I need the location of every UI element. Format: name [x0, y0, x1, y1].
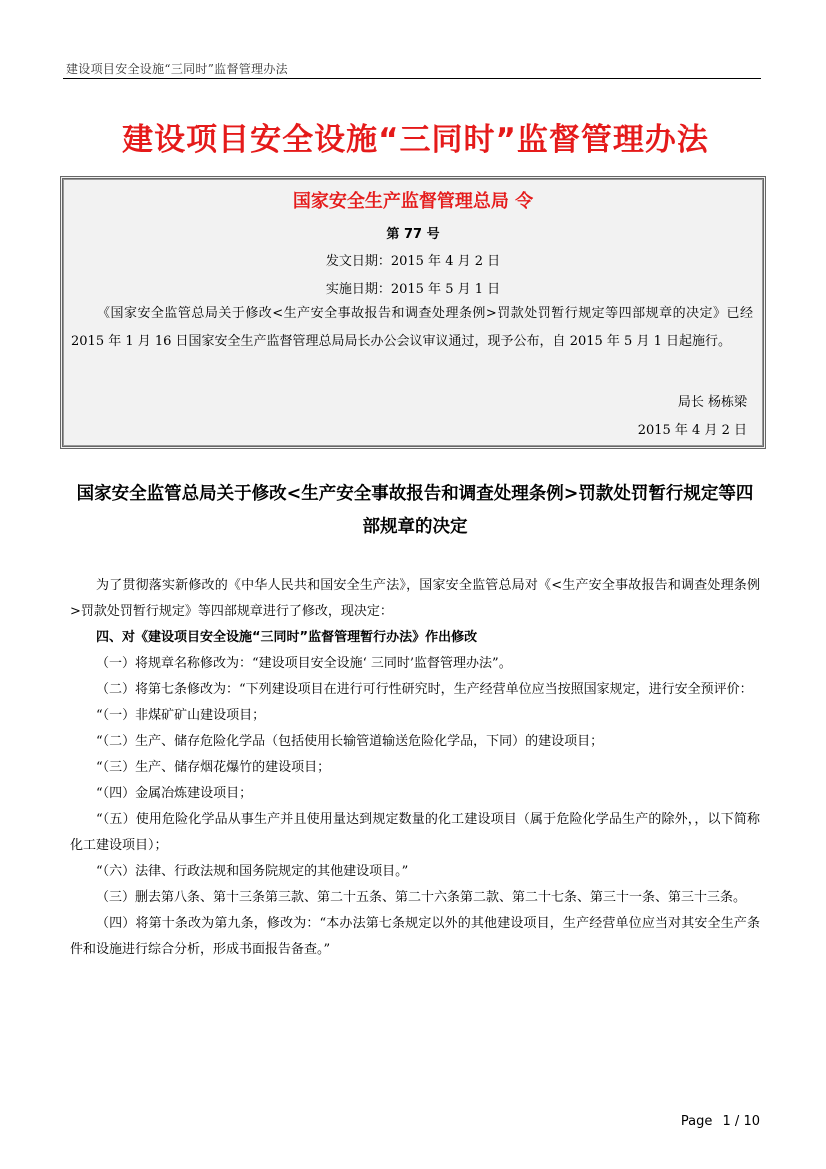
paragraph: （三）删去第八条、第十三条第三款、第二十五条、第二十六条第二款、第二十七条、第三十一条、第三十三条。 — [96, 890, 747, 905]
page-label: Page — [680, 1114, 713, 1129]
paragraph: （一）将规章名称修改为：“建设项目安全设施‘ 三同时’监督管理办法”。 — [96, 656, 512, 671]
decree-signatory: 局长 杨栋梁 — [677, 395, 747, 410]
decision-title: 国家安全监管总局关于修改<生产安全事故报告和调查处理条例>罚款处罚暂行规定等四部规章的决定 — [76, 484, 754, 537]
decree-box — [60, 176, 766, 449]
decree-number: 第 77 号 — [386, 227, 440, 242]
paragraph: （四）将第十条改为第九条，修改为：“本办法第七条规定以外的其他建设项目，生产经营单位应当对其安全生产条件和设施进行综合分析，形成书面报告备查。” — [70, 916, 760, 957]
document-title: 建设项目安全设施“三同时”监督管理办法 — [122, 122, 709, 158]
page-number: 1 / 10 — [722, 1114, 760, 1129]
paragraph: “（一）非煤矿矿山建设项目； — [96, 708, 266, 723]
section-heading: 四、对《建设项目安全设施“三同时”监督管理暂行办法》作出修改 — [96, 630, 478, 645]
decree-body: 《国家安全监管总局关于修改<生产安全事故报告和调查处理条例>罚款处罚暂行规定等四部规章的决定》已经 2015 年 1 月 16 日国家安全生产监督管理总局局长办公会议审议通过，现予公布，自 2015 年 5 月 1 日起施行。 — [71, 306, 753, 349]
paragraph: “（四）金属冶炼建设项目； — [96, 786, 253, 801]
paragraph: （二）将第七条修改为：“下列建设项目在进行可行性研究时，生产经营单位应当按照国家规定，进行安全预评价： — [96, 682, 753, 697]
decree-sign-date: 2015 年 4 月 2 日 — [637, 423, 747, 438]
decree-title: 国家安全生产监督管理总局 令 — [292, 191, 534, 212]
paragraph: “（六）法律、行政法规和国务院规定的其他建设项目。” — [96, 864, 409, 879]
body-text — [70, 573, 760, 963]
header-divider — [63, 78, 761, 79]
paragraph: “（二）生产、储存危险化学品（包括使用长输管道输送危险化学品，下同）的建设项目； — [96, 734, 604, 749]
running-header: 建设项目安全设施“三同时”监督管理办法 — [66, 62, 288, 76]
decree-issue-date: 发文日期：2015 年 4 月 2 日 — [325, 254, 501, 269]
paragraph: “（五）使用危险化学品从事生产并且使用量达到规定数量的化工建设项目（属于危险化学品生产的除外，，以下简称化工建设项目）； — [70, 812, 760, 853]
paragraph: 为了贯彻落实新修改的《中华人民共和国安全生产法》，国家安全监管总局对《<生产安全事故报告和调查处理条例>罚款处罚暂行规定》等四部规章进行了修改，现决定： — [70, 578, 760, 619]
page-footer — [675, 1114, 760, 1129]
decree-effective-date: 实施日期：2015 年 5 月 1 日 — [325, 282, 501, 297]
paragraph: “（三）生产、储存烟花爆竹的建设项目； — [96, 760, 331, 775]
